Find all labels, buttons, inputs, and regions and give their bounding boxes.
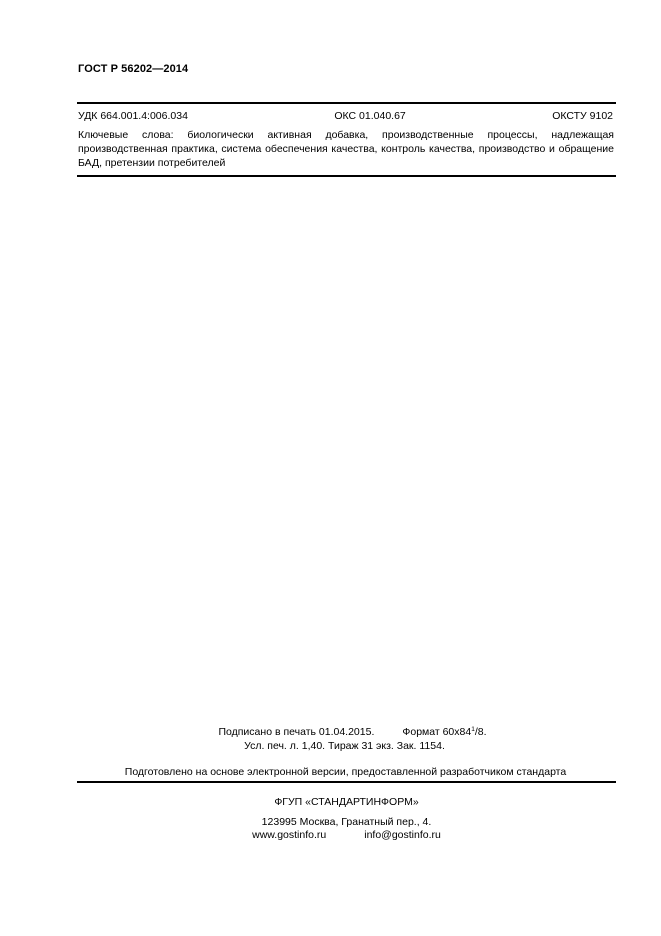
bottom-divider bbox=[77, 781, 616, 783]
publisher-email[interactable]: info@gostinfo.ru bbox=[364, 829, 441, 841]
signed-date: Подписано в печать 01.04.2015. bbox=[218, 726, 375, 738]
oks-code: ОКС 01.040.67 bbox=[334, 110, 406, 122]
okstu-code: ОКСТУ 9102 bbox=[552, 110, 613, 122]
paper-format: Формат $60х84^1/8$. bbox=[402, 726, 487, 738]
publisher-website[interactable]: www.gostinfo.ru bbox=[252, 829, 327, 841]
top-divider bbox=[77, 102, 616, 104]
keywords-paragraph: Ключевые слова: биологически активная добавка, производственные процессы, надлежащая производственная практика, система обеспечения качества, контроль качества, производство и обращение БАД, претензии потребителей bbox=[78, 129, 614, 169]
imprint-signed-line bbox=[22, 726, 661, 738]
standard-code: ГОСТ Р 56202—2014 bbox=[78, 63, 189, 75]
prepared-note: Подготовлено на основе электронной версии, предоставленной разработчиком стандарта bbox=[124, 766, 567, 778]
imprint-details: Усл. печ. л. 1,40. Тираж 31 экз. Зак. 1154. bbox=[244, 740, 445, 752]
keywords-divider bbox=[77, 175, 616, 177]
classification-line bbox=[78, 110, 613, 122]
udk-code: УДК 664.001.4:006.034 bbox=[78, 110, 188, 122]
publisher-address: 123995 Москва, Гранатный пер., 4. bbox=[261, 816, 432, 828]
publisher-contacts bbox=[16, 829, 661, 841]
publisher-name: ФГУП «СТАНДАРТИНФОРМ» bbox=[274, 796, 419, 808]
